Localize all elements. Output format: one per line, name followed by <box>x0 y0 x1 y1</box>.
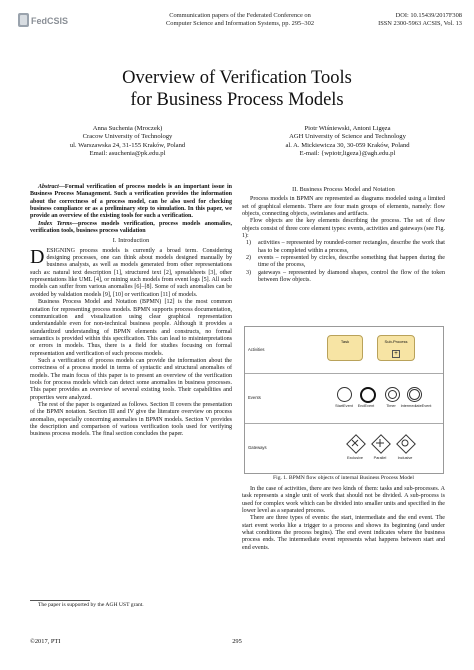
left-column <box>30 184 232 439</box>
intro-paragraph-4: The rest of the paper is organized as follows. Section II covers the presentation of the BPMN notation. Section III and IV give the literature overview on process anomalies, especially concerning anomalies in BPMN models. Section V provides the description and comparison of various verification tools used for verifying business process models. The final section concludes the paper. <box>30 401 232 438</box>
index-terms-label: Index Terms <box>38 220 72 227</box>
intermediate-event-icon <box>407 387 422 402</box>
gateway-label: Exclusive <box>346 456 364 460</box>
author-affiliation: Cracow University of Technology <box>82 133 173 141</box>
header-journal <box>140 12 340 27</box>
index-terms-dash: — <box>71 220 78 227</box>
list-item: 2) events – represented by circles, describe something that happen during the time of the process, <box>246 255 445 269</box>
author-name: Piotr Wiśniewski, Antoni Ligęza <box>304 125 391 132</box>
figure-caption: Fig. 1. BPMN flow objects of internal Business Process Model <box>273 475 414 481</box>
footnote-text: The paper is supported by the AGH UST grant. <box>38 602 144 608</box>
abstract <box>30 184 232 221</box>
gateway-markers-icon <box>245 423 443 473</box>
footnote-rule <box>30 600 90 601</box>
abstract-text: Formal verification of process models is an important issue in Business Process Management. Such a verification provides the information about the correctness of a process model, can be also used for checking business compliance or as a preliminary step to simulation. In this paper, we provide an overview of the existing tools for such a verification. <box>30 184 232 220</box>
page-number: 295 <box>232 638 242 645</box>
drop-cap: D <box>30 245 45 268</box>
author-block-1 <box>30 125 225 159</box>
lane-label: Activities <box>248 347 265 352</box>
abstract-dash: — <box>58 184 65 190</box>
header-line-1: Communication papers of the Federated Conference on <box>169 12 311 19</box>
subprocess-label: Sub-Process <box>384 339 408 344</box>
fedcsis-logo-icon <box>18 11 68 29</box>
task-label: Task <box>340 339 350 344</box>
lane-gateways <box>245 423 443 473</box>
event-label: Timer <box>386 404 396 408</box>
intro-paragraph-1 <box>30 245 233 299</box>
event-label: StartEvent <box>335 404 353 408</box>
author-name: Anna Suchenia (Mroczek) <box>92 125 163 132</box>
event-label: EndEvent <box>357 404 375 408</box>
intro-p1-text: process models is currently a broad term. Considering designing processes, one can think about models designed manually by business analysts, as well as models generated from other representations such as: natural text description [1], structured text [2], spreadsheets [3], other representations like UML [4], or mining such models from event logs [5]. All such models can suffer from various anomalies [6]–[8]. Some of such anomalies can be avoided by validation models [9], [10] or verification [11] of models. <box>30 247 233 298</box>
doi: DOI: 10.15439/2017F308 <box>395 12 462 19</box>
logo-text: FedCSIS <box>31 16 68 26</box>
issn: ISSN 2300-5963 ACSIS, Vol. 13 <box>378 19 462 27</box>
author-block-2 <box>250 125 445 159</box>
lane-label: Events <box>248 395 261 400</box>
footnote <box>38 602 228 609</box>
section-2-heading: II. Business Process Model and Notation <box>292 187 395 193</box>
index-terms <box>30 221 232 236</box>
lane-events <box>245 373 443 424</box>
event-label: IntermediateEvent <box>400 404 432 408</box>
bpmn-paragraph-1: Process models in BPMN are represented as diagrams modeled using a limited set of graphical elements. There are four main groups of elements, namely: flow objects, connecting objects, swimlanes and artifacts. <box>242 196 445 218</box>
intro-first-word: ESIGNING <box>46 247 76 254</box>
task-shape <box>327 335 363 361</box>
footer-copyright: ©2017, PTI <box>30 638 61 645</box>
intro-paragraph-2: Business Process Model and Notation (BPMN) [12] is the most common notation for representing process models. BPMN supports process documentation, communication and visualization using clear graphical representation understandable even for non-technical business people. Although it provides a standardized understanding of BPMN elements and constructs, no formal semantics is provided within this specification. This can lead to misinterpretations or errors in models. Thus, there is a field for studies focusing on formal representation and verification of such process models. <box>30 299 232 357</box>
list-item: 3) gateways – represented by diamond shapes, control the flow of the token between flow objects. <box>246 269 445 284</box>
author-email: E-mail: {wpiotr,ligeza}@agh.edu.pl <box>299 150 396 158</box>
abstract-label: Abstract <box>38 184 59 190</box>
conference-logo <box>18 11 68 29</box>
bpmn-paragraph-3: In the case of activities, there are two kinds of them: tasks and sub-processes. A task represents a single unit of work that should not be divided. A sub-process is used for complex work which can be divided into smaller units and specified in the lower level as a separated process. <box>242 486 445 515</box>
bpmn-paragraph-4: There are three types of events: the start, intermediate and the end event. The start event works like a trigger to a process and shows its beginning (and under what conditions the process begins). The end event indicates where the business process ends. The intermediate event represents what happens between start and end events. <box>242 515 445 551</box>
header-line-2: Computer Science and Information Systems, pp. 295–302 <box>165 19 315 27</box>
start-event-icon <box>337 387 352 402</box>
paper-title <box>0 67 474 111</box>
end-event-icon <box>360 387 376 403</box>
lane-activities <box>245 327 443 374</box>
author-address: ul. Warszawska 24, 31-155 Kraków, Poland <box>69 141 186 149</box>
author-affiliation: AGH University of Science and Technology <box>289 133 406 141</box>
timer-event-icon <box>385 387 400 402</box>
header-doi <box>350 12 462 27</box>
figure-1-bpmn-flow-objects <box>244 326 444 474</box>
list-item: 1) activities – represented by rounded-corner rectangles, describe the work that has to be completed within a process, <box>246 240 445 254</box>
intro-paragraph-3: Such a verification of process models can provide the information about the correctness of a process model in terms of syntactic and structural anomalies of models. The main focus of this paper is to present an overview of the verification tools for process models which can detect some anomalies in business processes. This paper provides an overview of several existing tools. Their capabilities and properties were analyzed. <box>30 357 232 401</box>
bpmn-paragraph-2: Flow objects are the key elements describing the process. The set of flow objects consist of three core element types: events, activities and gateways (see Fig. 1): <box>242 218 445 240</box>
section-1-heading: I. Introduction <box>112 238 150 245</box>
gateway-label: Parallel <box>373 456 387 460</box>
gateway-label: Inclusive <box>397 456 413 460</box>
title-line-1: Overview of Verification Tools <box>122 68 352 88</box>
index-terms-text: process models verification, process models anomalies, verification tools, business process validation <box>30 220 232 235</box>
author-address: al. A. Mickiewicza 30, 30-059 Kraków, Poland <box>285 141 410 149</box>
right-column <box>242 184 445 284</box>
subprocess-shape <box>377 335 415 361</box>
title-line-2: for Business Process Models <box>130 90 344 110</box>
lane-label: Gateways <box>248 445 267 450</box>
plus-marker-icon: + <box>392 350 400 358</box>
right-column-lower <box>242 486 445 552</box>
author-email: Email: asuchenia@pk.edu.pl <box>89 150 166 158</box>
